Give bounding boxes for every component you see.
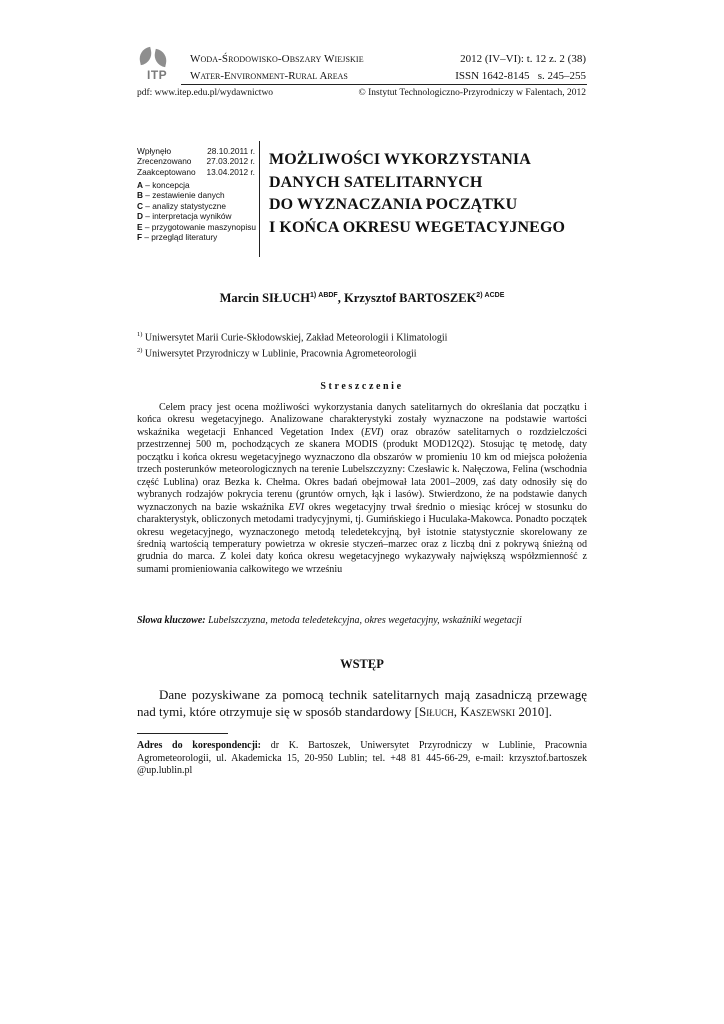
abstract-heading: Streszczenie — [320, 381, 404, 392]
contribution-item: D – interpretacja wyników — [137, 211, 232, 222]
keywords-label: Słowa kluczowe: — [137, 615, 206, 626]
author-affil: 1) — [310, 291, 317, 299]
journal-name-en: Water-Environment-Rural Areas — [190, 70, 348, 82]
issue-info: 2012 (IV–VI): t. 12 z. 2 (38) — [460, 53, 586, 65]
title-line: DO WYZNACZANIA POCZĄTKU — [269, 196, 518, 213]
affiliations — [137, 329, 447, 361]
affiliation: $^{2)}$ Uniwersytet Przyrodniczy w Lublinie, Pracownia Agrometeorologii — [137, 346, 417, 360]
author-name: Krzysztof BARTOSZEK — [343, 291, 477, 305]
logo-text: ITP — [147, 68, 168, 82]
date-label: Zrecenzowano — [137, 156, 192, 167]
logo-leaf-icon — [137, 47, 153, 65]
date-value: 27.03.2012 r. — [206, 156, 255, 167]
article-title — [269, 149, 565, 239]
contribution-item: A – koncepcja — [137, 180, 190, 190]
section-heading: WSTĘP — [340, 657, 384, 671]
issn-pages: ISSN 1642-8145 s. 245–255 — [455, 70, 586, 82]
authors: Marcin SIŁUCH$^{1)}$ $^{ABDF}$, Krzysztof BARTOSZEK$^{2)}$ $^{ACDE}$ — [219, 291, 505, 305]
date-value: 13.04.2012 r. — [206, 166, 255, 177]
correspondence-footnote — [137, 740, 587, 778]
copyright: © Instytut Technologiczno-Przyrodniczy w Falentach, 2012 — [358, 88, 586, 98]
date-value: 28.10.2011 r. — [207, 146, 255, 156]
header-rule — [181, 84, 587, 85]
author-name: Marcin SIŁUCH — [219, 291, 311, 305]
author-affil: 2) — [476, 291, 483, 299]
submission-dates — [137, 146, 255, 177]
correspondence-label: Adres do korespondencji: — [137, 740, 262, 751]
correspondence-text: dr K. Bartoszek, Uniwersytet Przyrodniczy w Lublinie, Pracownia Agrometeorologii, ul. Akademicka 15, 20-950 Lublin; tel. +48 81 445-66-29, e-mail: krzysztof.bartoszek @up.lublin.pl — [137, 740, 587, 776]
date-row — [137, 146, 255, 156]
contribution-item: B – zestawienie danych — [137, 190, 225, 201]
intro-paragraph: Dane pozyskiwane za pomocą technik satelitarnych mają zasadniczą przewagę nad tymi, które otrzymuje się w sposób standardowy [Siłuch, Kaszewski 2010]. — [137, 687, 587, 720]
contribution-item: C – analizy statystyczne — [137, 200, 227, 211]
citation: Siłuch, Kaszewski — [418, 704, 516, 720]
abstract-body: Celem pracy jest ocena możliwości wykorzystania danych satelitarnych do określania dat początku i końca okresu wegetacyjnego. Analizowane charakterystyki zostały wyznaczone na podstawie wartości wskaźnika wegetacji Enhanced Vegetation Index (EVI) oraz obrazów satelitarnych o rozdzielczości przestrzennej 500 m, pochodzących ze skanera MODIS (produkt MOD12Q2). Stosując tę metodę, daty początku i końca okresu wegetacyjnego wyznaczono dla obszarów w promieniu 10 km od miejsca położenia trzech posterunków meteorologicznych na terenie Lubelszczyzny: Czesławic k. Nałęczowa, Felina (wschodnia część Lublina) oraz Bezka k. Chełma. Okres badań obejmował lata 2001–2009, zaś daty odnosiły się do wybranych rodzajów pokrycia terenu (gruntów ornych, łąk i lasów). Stwierdzono, że na podstawie danych wyznaczonych na bazie wskaźnika EVI okres wegetacyjny trwał średnio o miesiąc krócej w stosunku do charakterystyk, obliczonych metodami tradycyjnymi, tj. Gumińskiego i Huculaka-Makowca. Ponadto początek okresu wegetacyjnego, wyznaczonego metodą teledetekcyjną, był istotnie statystycznie skorelowany ze średnią wartością temperatury powietrza w okresie styczeń–marzec oraz z liczbą dni z pokrywą śnieżną od grudnia do marca. Z kolei daty końca okresu wegetacyjnego wykazywały największą współzmienność z sumami promieniowania całkowitego we wrześniu — [137, 402, 587, 575]
footnote-rule — [137, 733, 228, 734]
journal-name-pl: Woda-Środowisko-Obszary Wiejskie — [190, 53, 364, 65]
author-roles: ACDE — [484, 291, 505, 299]
title-line: DANYCH SATELITARNYCH — [269, 173, 483, 191]
itp-logo — [137, 46, 181, 86]
pdf-link[interactable]: pdf: www.itep.edu.pl/wydawnictwo — [137, 88, 274, 98]
date-label: Zaakceptowano — [137, 166, 196, 177]
title-line: I KOŃCA OKRESU WEGETACYJNEGO — [269, 218, 566, 236]
keywords-text: Lubelszczyzna, metoda teledetekcyjna, okres wegetacyjny, wskaźniki wegetacji — [205, 615, 522, 626]
affiliation: $^{1)}$ Uniwersytet Marii Curie-Skłodowskiej, Zakład Meteorologii i Klimatologii — [137, 331, 448, 344]
date-row — [137, 167, 255, 177]
date-label: Wpłynęło — [137, 146, 172, 156]
contribution-item: F – przegląd literatury — [137, 232, 218, 243]
author-roles: ABDF — [318, 291, 338, 299]
title-line: MOŻLIWOŚCI WYKORZYSTANIA — [269, 151, 531, 168]
keywords — [137, 615, 587, 626]
contribution-item: E – przygotowanie maszynopisu — [137, 221, 256, 232]
vertical-divider — [259, 141, 260, 257]
logo-leaf-icon — [152, 49, 168, 67]
date-row — [137, 156, 255, 166]
contribution-legend — [137, 180, 256, 242]
